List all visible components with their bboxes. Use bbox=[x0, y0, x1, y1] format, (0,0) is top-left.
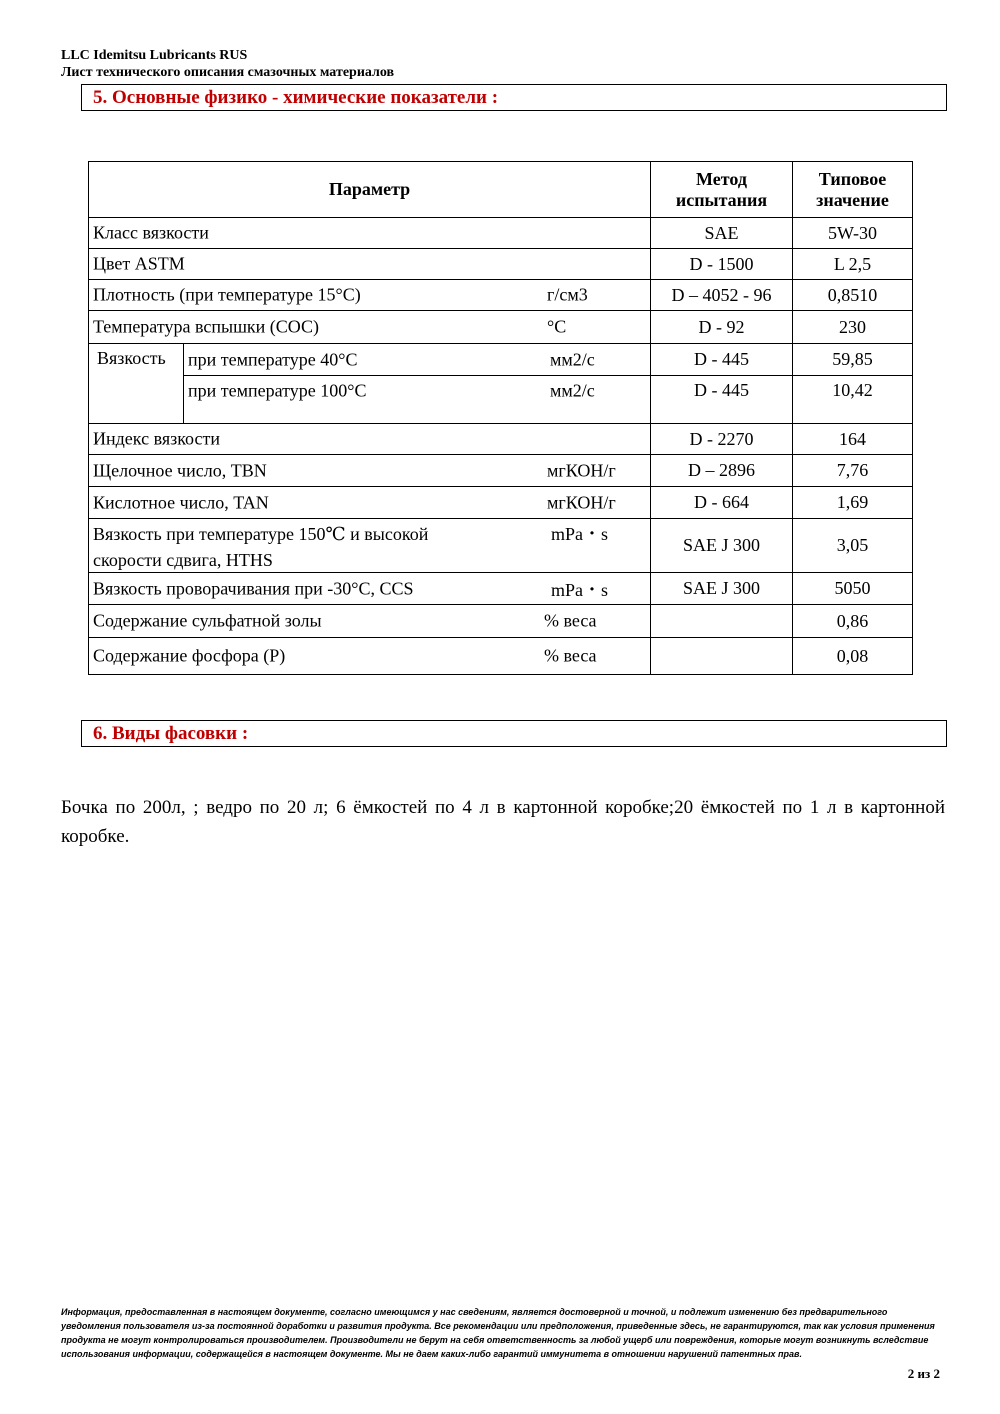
param-unit: % веса bbox=[544, 610, 597, 631]
param-name: Класс вязкости bbox=[93, 222, 209, 243]
section-5-heading: 5. Основные физико - химические показатели : bbox=[81, 84, 947, 111]
param-name: Температура вспышки (СОС) bbox=[93, 316, 320, 337]
table-row bbox=[89, 455, 913, 487]
page-number: 2 из 2 bbox=[907, 1366, 940, 1381]
param-value: L 2,5 bbox=[793, 249, 913, 280]
param-method: D - 92 bbox=[651, 311, 793, 344]
table-row bbox=[89, 638, 913, 675]
table-row bbox=[89, 605, 913, 638]
param-name: Цвет ASTM bbox=[93, 253, 185, 274]
header-value bbox=[793, 162, 913, 218]
table-row bbox=[89, 573, 913, 605]
param-method: SAE J 300 bbox=[651, 519, 793, 573]
param-name-line1: Вязкость при температуре 150℃ и высокой bbox=[93, 524, 429, 544]
header-method-line1: Метод bbox=[696, 168, 747, 189]
header-method-line2: испытания bbox=[675, 189, 768, 210]
param-value: 7,76 bbox=[793, 455, 913, 487]
disclaimer: Информация, предоставленная в настоящем документе, согласно имеющимся у нас сведениям, является достоверной и точной, и подлежит изменению без предварительного уведомления пользователя из-за постоянной доработки и развития продукта. Все рекомендации или предположения, приведенные здесь, не гарантируются, так как условия применения продукта не могут контролироваться производителем. Производители не берут на себя ответственность за любой ущерб или повреждения, которые могут возникнуть вследствие использования информации, содержащейся в настоящем документе. Мы не даем каких-либо гарантий иммунитета в отношении нарушений патентных прав. bbox=[61, 1307, 935, 1359]
param-name: Содержание фосфора (P) bbox=[93, 645, 286, 666]
param-name: Индекс вязкости bbox=[93, 428, 220, 449]
param-value: 230 bbox=[793, 311, 913, 344]
table-row bbox=[89, 249, 913, 280]
packaging-text: Бочка по 200л, ; ведро по 20 л; 6 ёмкостей по 4 л в картонной коробке;20 ёмкостей по 1 л в картонной коробке. bbox=[61, 797, 945, 847]
param-unit: °С bbox=[547, 316, 567, 337]
param-method: SAE J 300 bbox=[651, 573, 793, 605]
param-unit: мм2/с bbox=[550, 349, 595, 369]
param-value: 10,42 bbox=[793, 376, 913, 424]
param-method: D – 4052 - 96 bbox=[651, 280, 793, 311]
param-name: Вязкость проворачивания при -30°С, CCS bbox=[93, 578, 414, 598]
param-name: при температуре 100°С bbox=[188, 380, 367, 401]
param-method: D – 2896 bbox=[651, 455, 793, 487]
viscosity-label: Вязкость bbox=[97, 348, 166, 368]
table-row bbox=[89, 311, 913, 344]
header-value-line2: значение bbox=[816, 189, 889, 210]
param-value: 0,86 bbox=[793, 605, 913, 638]
param-name-line2: скорости сдвига, HTHS bbox=[93, 550, 273, 570]
param-value: 59,85 bbox=[793, 344, 913, 376]
param-value: 0,08 bbox=[793, 638, 913, 675]
section-6-heading: 6. Виды фасовки : bbox=[81, 720, 947, 747]
table-row bbox=[89, 280, 913, 311]
document-subtitle: Лист технического описания смазочных материалов bbox=[61, 65, 395, 80]
param-value: 0,8510 bbox=[793, 280, 913, 311]
param-method bbox=[651, 605, 793, 638]
param-method: D - 2270 bbox=[651, 424, 793, 455]
param-method: D - 1500 bbox=[651, 249, 793, 280]
param-method: SAE bbox=[651, 218, 793, 249]
param-unit: mPa・s bbox=[551, 579, 609, 600]
table-row bbox=[89, 424, 913, 455]
table-row bbox=[89, 376, 913, 424]
param-name: Кислотное число, TAN bbox=[93, 492, 269, 512]
param-unit: % веса bbox=[544, 645, 597, 666]
table-row bbox=[89, 487, 913, 519]
param-unit: мгКОН/г bbox=[547, 460, 616, 480]
header-parameter: Параметр bbox=[89, 162, 651, 218]
param-unit: mPa・s bbox=[551, 524, 609, 544]
header-method bbox=[651, 162, 793, 218]
param-unit: мм2/с bbox=[550, 380, 595, 401]
param-value: 3,05 bbox=[793, 519, 913, 573]
param-name: Щелочное число, TBN bbox=[93, 460, 267, 480]
param-name: Плотность (при температуре 15°С) bbox=[93, 284, 361, 305]
param-method: D - 445 bbox=[651, 344, 793, 376]
param-value: 5050 bbox=[793, 573, 913, 605]
properties-table bbox=[88, 161, 913, 675]
param-name: при температуре 40°С bbox=[188, 349, 358, 369]
param-name: Содержание сульфатной золы bbox=[93, 610, 322, 631]
param-unit: мгКОН/г bbox=[547, 492, 616, 512]
param-value: 5W-30 bbox=[793, 218, 913, 249]
company-name: LLC Idemitsu Lubricants RUS bbox=[61, 48, 248, 63]
param-value: 164 bbox=[793, 424, 913, 455]
param-value: 1,69 bbox=[793, 487, 913, 519]
param-method: D - 664 bbox=[651, 487, 793, 519]
table-row bbox=[89, 344, 913, 376]
table-row bbox=[89, 519, 913, 573]
param-method: D - 445 bbox=[651, 376, 793, 424]
param-method bbox=[651, 638, 793, 675]
param-unit: г/см3 bbox=[547, 284, 588, 305]
table-row bbox=[89, 218, 913, 249]
header-value-line1: Типовое bbox=[818, 168, 887, 189]
